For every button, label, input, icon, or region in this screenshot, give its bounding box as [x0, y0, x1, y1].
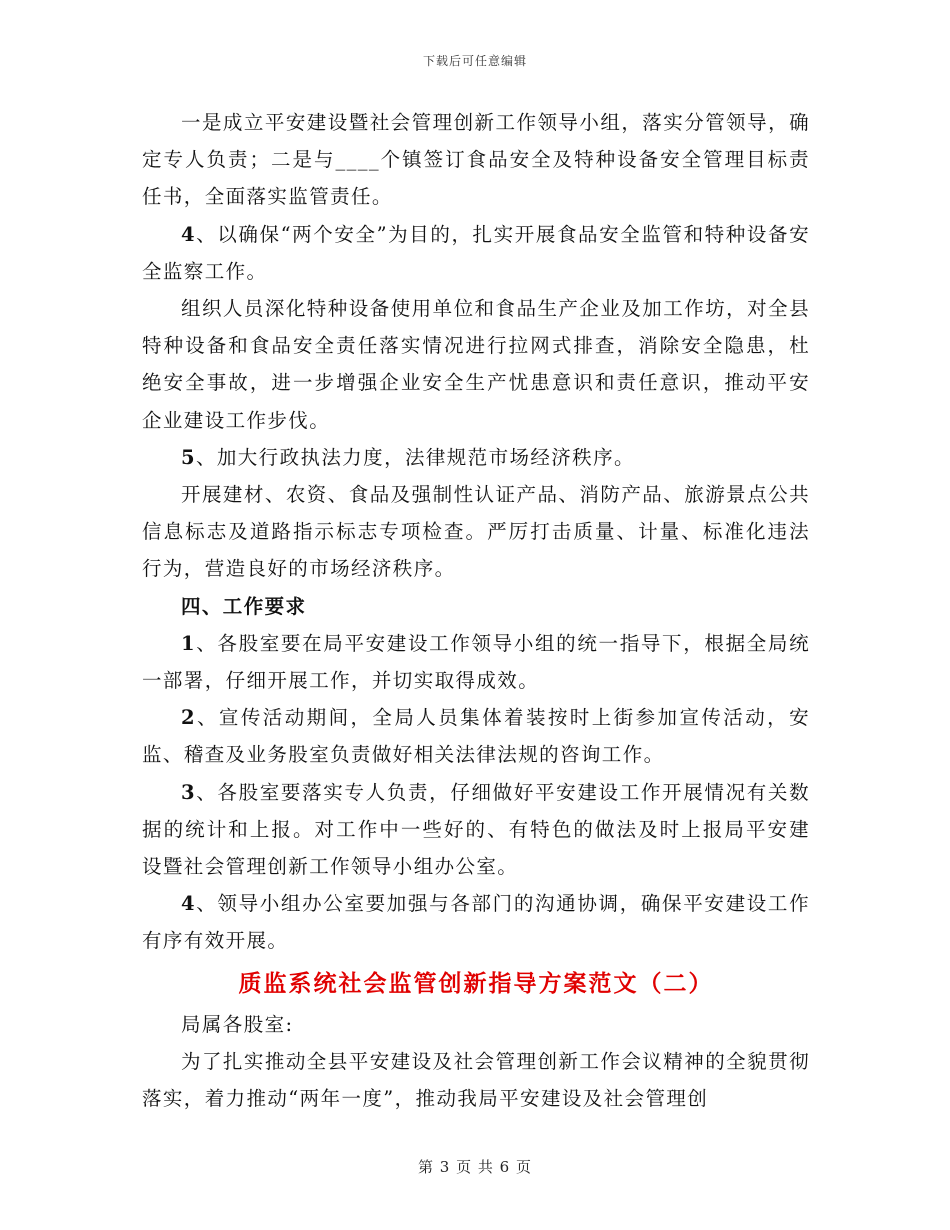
requirement-4 — [142, 885, 810, 959]
paragraph-inspection: 组织人员深化特种设备使用单位和食品生产企业及加工作坊，对全县特种设备和食品安全责任落实情况进行拉网式排查，消除安全隐患，杜绝安全事故，进一步增强企业安全生产忧患意识和责任意识，推动平安企业建设工作步伐。 — [142, 297, 810, 432]
paragraph-intro: 为了扎实推动全县平安建设及社会管理创新工作会议精神的全貌贯彻落实，着力推动“两年一度”，推动我局平安建设及社会管理创 — [142, 1049, 810, 1111]
item-4-heading — [142, 216, 810, 290]
item-number: 2 — [181, 706, 196, 730]
page-number: 第 3 页 共 6 页 — [418, 1158, 532, 1176]
item-number: 1 — [181, 631, 196, 655]
paragraph-special-inspection: 开展建材、农资、食品及强制性认证产品、消防产品、旅游景点公共信息标志及道路指示标志专项检查。严厉打击质量、计量、标准化违法行为，营造良好的市场经济秩序。 — [142, 483, 810, 581]
requirement-1 — [142, 625, 810, 699]
paragraph-leadership-group: 一是成立平安建设暨社会管理创新工作领导小组，落实分管领导，确定专人负责；二是与____个镇签订食品安全及特种设备安全管理目标责任书，全面落实监管责任。 — [142, 111, 810, 209]
item-text: 、各股室要在局平安建设工作领导小组的统一指导下，根据全局统一部署，仔细开展工作，并切实取得成效。 — [142, 631, 810, 693]
document-body — [142, 104, 810, 1117]
requirement-2 — [142, 699, 810, 773]
item-number: 3 — [181, 780, 196, 804]
item-text: 、领导小组办公室要加强与各部门的沟通协调，确保平安建设工作有序有效开展。 — [142, 892, 810, 953]
item-text: 、各股室要落实专人负责，仔细做好平安建设工作开展情况有关数据的统计和上报。对工作中一些好的、有特色的做法及时上报局平安建设暨社会管理创新工作领导小组办公室。 — [142, 780, 810, 879]
header-note: 下载后可任意编辑 — [422, 54, 527, 68]
salutation: 局属各股室: — [181, 1012, 294, 1036]
item-number: 4 — [181, 222, 196, 246]
item-text: 、以确保“两个安全”为目的，扎实开展食品安全监管和特种设备安全监察工作。 — [142, 222, 810, 283]
document-title: 质监系统社会监管创新指导方案范文（二） — [238, 969, 714, 997]
item-number: 5 — [181, 445, 196, 469]
item-5-heading — [142, 439, 810, 476]
item-number: 4 — [181, 892, 196, 916]
requirement-3 — [142, 774, 810, 886]
item-text: 、宣传活动期间，全局人员集体着装按时上街参加宣传活动，安监、稽查及业务股室负责做好相关法律法规的咨询工作。 — [142, 706, 810, 767]
section-heading-requirements: 四、工作要求 — [181, 594, 307, 618]
item-text: 、加大行政执法力度，法律规范市场经济秩序。 — [195, 445, 635, 469]
